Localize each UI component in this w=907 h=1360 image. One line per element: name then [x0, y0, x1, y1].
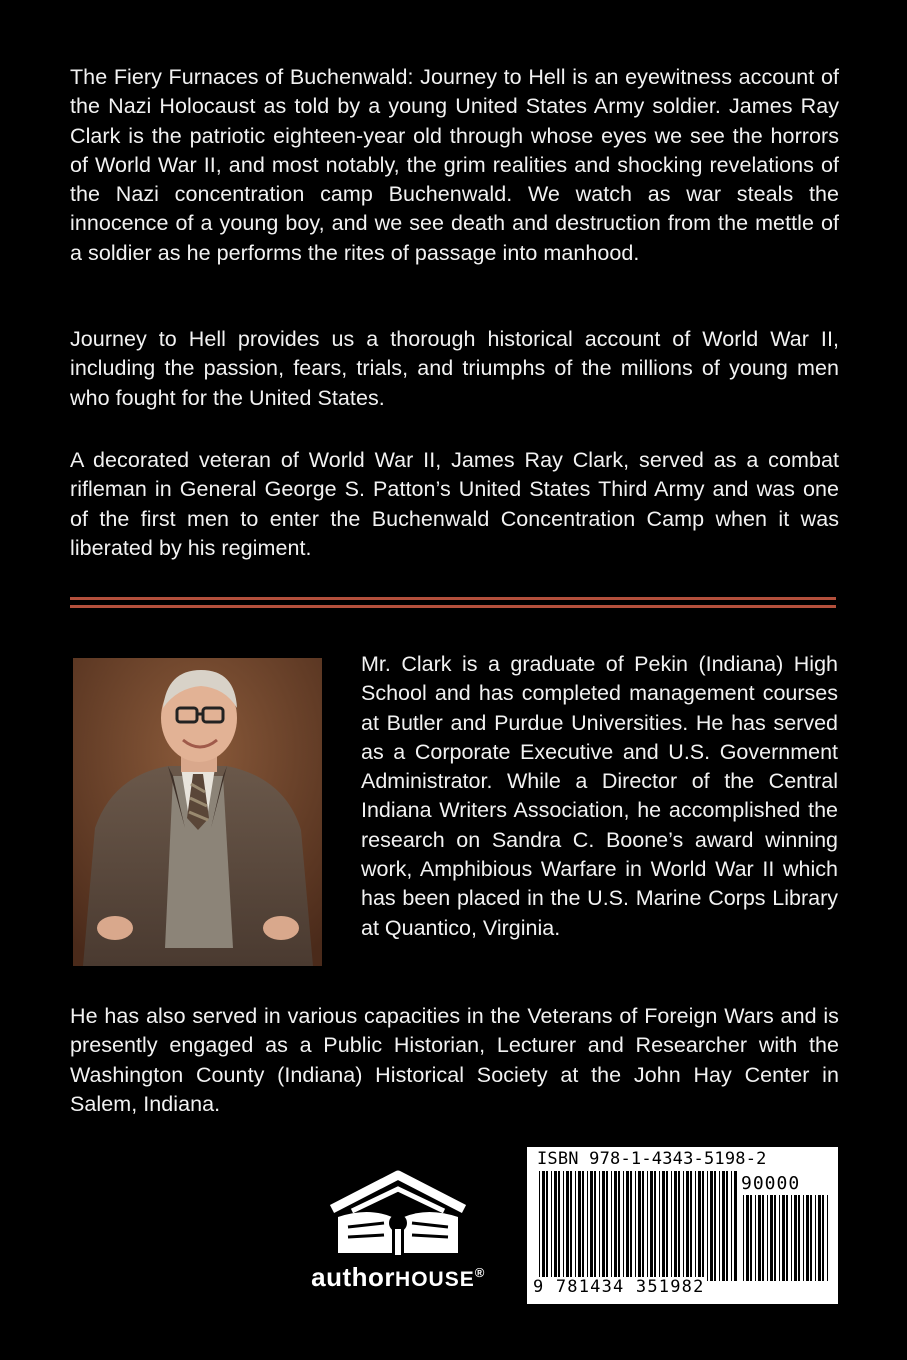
barcode-bar — [582, 1171, 584, 1281]
ean-number: 9 781434 351982 — [533, 1277, 705, 1297]
divider-rule-top — [70, 597, 836, 600]
barcode-bar — [542, 1171, 545, 1281]
barcode-bar — [762, 1195, 764, 1281]
barcode-bar — [686, 1171, 689, 1281]
barcode-bar — [590, 1171, 593, 1281]
barcode-bar — [743, 1195, 744, 1281]
barcode-bar — [635, 1171, 636, 1281]
barcode-bar — [654, 1171, 656, 1281]
barcode-bar — [602, 1171, 605, 1281]
barcode-bar — [539, 1171, 540, 1281]
barcode-bar — [558, 1171, 560, 1281]
barcode-bar — [822, 1195, 824, 1281]
barcode-bar — [719, 1171, 720, 1281]
barcode-bar — [794, 1195, 797, 1281]
barcode-bar — [750, 1195, 752, 1281]
price-addon-label: 90000 — [741, 1173, 801, 1194]
barcode-bar — [726, 1171, 728, 1281]
synopsis-paragraph: The Fiery Furnaces of Buchenwald: Journey to Hell is an eyewitness account of the Nazi Holocaust as told by a young United States Army soldier. James Ray Clark is the patriotic eighteen-year old through whose eyes we see the horrors of World War II, and most notably, the grim realities and shocking revelations of the Nazi concentration camp Buchenwald. We watch as war steals the innocence of a young boy, and we see death and destruction from the mettle of a soldier as he performs the rites of passage into manhood. — [70, 65, 839, 265]
barcode-bar — [611, 1171, 612, 1281]
veteran-paragraph: A decorated veteran of World War II, James Ray Clark, served as a combat rifleman in General George S. Patton’s United States Third Army and was one of the first men to enter the Buchenwald Concentration Camp when it was liberated by his regiment. — [70, 448, 839, 560]
barcode-bar — [767, 1195, 768, 1281]
barcode-bar — [674, 1171, 677, 1281]
barcode-bar — [779, 1195, 780, 1281]
barcode-bar — [647, 1171, 648, 1281]
barcode-bar — [690, 1171, 692, 1281]
barcode-bar — [659, 1171, 660, 1281]
barcode-bar — [638, 1171, 641, 1281]
publisher-name-part2: HOUSE — [395, 1268, 475, 1291]
barcode-bar — [714, 1171, 716, 1281]
barcode-bar — [666, 1171, 668, 1281]
barcode-bar — [818, 1195, 821, 1281]
barcode-bar — [650, 1171, 653, 1281]
barcode-bar — [614, 1171, 617, 1281]
publisher-name — [298, 1262, 498, 1293]
addon-bars — [743, 1195, 831, 1281]
barcode-bar — [810, 1195, 812, 1281]
barcode-bar — [755, 1195, 756, 1281]
barcode-bar — [671, 1171, 672, 1281]
registered-mark: ® — [474, 1265, 485, 1280]
barcode-bar — [599, 1171, 600, 1281]
barcode-bar — [642, 1171, 644, 1281]
barcode-bar — [786, 1195, 788, 1281]
history-paragraph: Journey to Hell provides us a thorough historical account of World War II, including the passion, fears, trials, and triumphs of the millions of young men who fought for the United States. — [70, 327, 839, 410]
barcode-bar — [554, 1171, 557, 1281]
barcode-bar — [827, 1195, 828, 1281]
barcode-bar — [546, 1171, 548, 1281]
barcode-bar — [678, 1171, 680, 1281]
barcode-bar — [702, 1171, 704, 1281]
barcode-bar — [798, 1195, 800, 1281]
barcode-bar — [662, 1171, 665, 1281]
barcode-bar — [587, 1171, 588, 1281]
barcode-bar — [806, 1195, 809, 1281]
barcode-bar — [710, 1171, 713, 1281]
divider-rule-bottom — [70, 605, 836, 608]
barcode-bar — [695, 1171, 696, 1281]
barcode-bar — [630, 1171, 632, 1281]
barcode-bar — [551, 1171, 552, 1281]
barcode-bar — [594, 1171, 596, 1281]
barcode-bar — [774, 1195, 776, 1281]
isbn-barcode — [527, 1147, 838, 1304]
service-paragraph: He has also served in various capacities in the Veterans of Foreign Wars and is presently engaged as a Public Historian, Lecturer and Researcher with the Washington County (Indiana) Historical Society at the John Hay Center in Salem, Indiana. — [70, 1004, 839, 1116]
barcode-bar — [746, 1195, 749, 1281]
barcode-bar — [563, 1171, 564, 1281]
publisher-logo — [298, 1165, 498, 1305]
barcode-bar — [566, 1171, 569, 1281]
isbn-label: ISBN 978-1-4343-5198-2 — [537, 1149, 767, 1169]
house-book-icon — [298, 1165, 498, 1260]
barcode-bar — [758, 1195, 761, 1281]
barcode-bar — [782, 1195, 785, 1281]
barcode-bar — [618, 1171, 620, 1281]
ean-bars — [539, 1171, 737, 1281]
barcode-bar — [578, 1171, 581, 1281]
barcode-bar — [570, 1171, 572, 1281]
biography-paragraph: Mr. Clark is a graduate of Pekin (Indiana) High School and has completed management courses at Butler and Purdue Universities. He has served as a Corporate Executive and U.S. Government Administrator. While a Director of the Central Indiana Writers Association, he accomplished the research on Sandra C. Boone’s award winning work, Amphibious Warfare in World War II which has been placed in the U.S. Marine Corps Library at Quantico, Virginia. — [361, 652, 838, 940]
barcode-bar — [770, 1195, 773, 1281]
author-portrait — [73, 658, 322, 966]
barcode-bar — [731, 1171, 732, 1281]
barcode-bar — [803, 1195, 804, 1281]
barcode-bar — [815, 1195, 816, 1281]
barcode-bar — [698, 1171, 701, 1281]
barcode-bar — [623, 1171, 624, 1281]
barcode-bar — [791, 1195, 792, 1281]
publisher-name-part1: author — [311, 1262, 396, 1292]
barcode-bar — [683, 1171, 684, 1281]
barcode-bar — [734, 1171, 737, 1281]
barcode-bar — [606, 1171, 608, 1281]
barcode-bar — [626, 1171, 629, 1281]
barcode-bar — [707, 1171, 708, 1281]
barcode-bar — [722, 1171, 725, 1281]
barcode-bar — [575, 1171, 576, 1281]
